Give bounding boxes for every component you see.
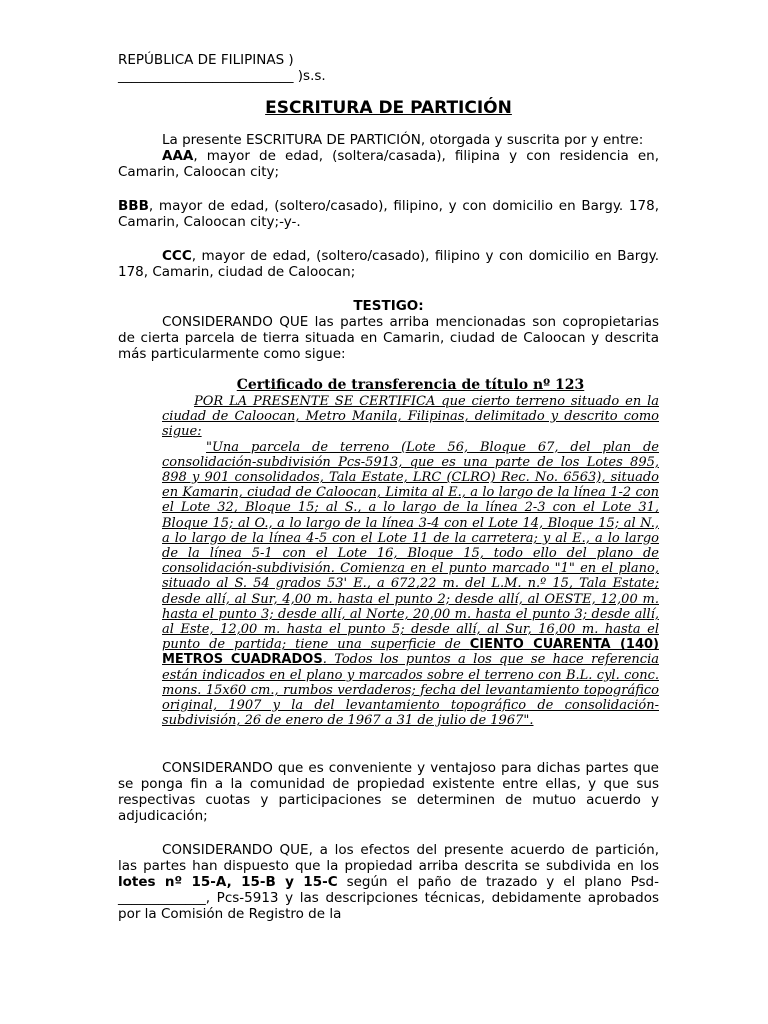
testigo-paragraph: CONSIDERANDO QUE las partes arriba mencionadas son copropietarias de cierta parcela de tierra situada en Camarin, ciudad de Caloocan y descrita más particularmente como sigue:: [118, 314, 659, 362]
document-title: ESCRITURA DE PARTICIÓN: [265, 98, 512, 118]
certificate-body-part1: "Una parcela de terreno (Lote 56, Bloque 67, del plan de consolidación-subdivisión Pcs-5913, que es una parte de los Lotes 895, 898 y 901 consolidados, Tala Estate, LRC (CLRO) Rec. No. 6563), situado en Kamarin, ciudad de Caloocan, Limita al E., a lo largo de la línea 1-2 con el Lote 32, Bloque 15; al S., a lo largo de la línea 2-3 con el Lote 31, Bloque 15; al O., a lo largo de la línea 3-4 con el Lote 14, Bloque 15; al N., a lo largo de la línea 4-5 con el Lote 11 de la carretera; y al E., a lo largo de la línea 5-1 con el Lote 16, Bloque 15, todo ello del plano de consolidación-subdivisión. Comienza en el punto marcado "1" en el plano, situado al S. 54 grados 53' E., a 672,22 m. del L.M. n.º 15, Tala Estate; desde allí, al Sur, 4,00 m. hasta el punto 2; desde allí, al OESTE, 12,00 m. hasta el punto 3; desde allí, al Norte, 20,00 m. hasta el punto 3; desde allí, al Este, 12,00 m. hasta el punto 5; desde allí, al Sur, 16,00 m. hasta el punto de partida; tiene una superficie de: [162, 439, 659, 653]
intro-paragraph: La presente ESCRITURA DE PARTICIÓN, otorgada y suscrita por y entre:: [162, 132, 644, 148]
certificate-title: Certificado de transferencia de título nº 123: [236, 377, 585, 393]
party-ccc-text: , mayor de edad, (soltero/casado), filipino y con domicilio en Bargy. 178, Camarin, ciudad de Caloocan;: [118, 248, 659, 280]
party-ccc-name: CCC: [162, 248, 192, 264]
certificate-intro: POR LA PRESENTE SE CERTIFICA que cierto terreno situado en la ciudad de Caloocan, Metro Manila, Filipinas, delimitado y descrito como sigue:: [162, 394, 659, 440]
party-ccc-paragraph: [118, 248, 659, 280]
party-bbb-paragraph: [118, 198, 659, 230]
considerando-particion-part2: según el paño de trazado y el plano Psd-_____________, Pcs-5913 y las descripciones técnicas, debidamente aprobados por la Comisión de Registro de la: [118, 874, 659, 923]
lotes-bold: lotes nº 15-A, 15-B y 15-C: [118, 874, 338, 891]
certificate-body: [162, 440, 659, 729]
considerando-particion-part1: CONSIDERANDO QUE, a los efectos del presente acuerdo de partición, las partes han dispuesto que la propiedad arriba descrita se subdivida en los: [118, 842, 659, 875]
header-ss-line: __________________________ )s.s.: [118, 68, 326, 84]
party-aaa-text: , mayor de edad, (soltera/casada), filipina y con residencia en, Camarin, Caloocan city;: [118, 148, 659, 180]
party-bbb-text: , mayor de edad, (soltero/casado), filipino, y con domicilio en Bargy. 178, Camarin, Caloocan city;-y-.: [118, 198, 659, 230]
testigo-heading: TESTIGO:: [353, 298, 424, 314]
party-aaa-paragraph: [118, 148, 659, 180]
considerando-conveniente-paragraph: CONSIDERANDO que es conveniente y ventajoso para dichas partes que se ponga fin a la comunidad de propiedad existente entre ellas, y que sus respectivas cuotas y participaciones se determinen de mutuo acuerdo y adjudicación;: [118, 760, 659, 825]
party-bbb-name: BBB: [118, 198, 149, 214]
party-aaa-name: AAA: [162, 148, 194, 164]
considerando-particion-paragraph: [118, 842, 659, 922]
header-republica: REPÚBLICA DE FILIPINAS ): [118, 52, 294, 68]
certificate-body-part2: . Todos los puntos a los que se hace referencia están indicados en el plano y marcados sobre el terreno con B.L. cyl. conc. mons. 15x60 cm., rumbos verdaderos; fecha del levantamiento topográfico original, 1907 y la del levantamiento topográfico de consolidación-subdivisión, 26 de enero de 1967 a 31 de julio de 1967".: [162, 652, 659, 729]
certificate-area-bold: CIENTO CUARENTA (140) METROS CUADRADOS: [162, 637, 659, 668]
document-page: [118, 52, 659, 922]
